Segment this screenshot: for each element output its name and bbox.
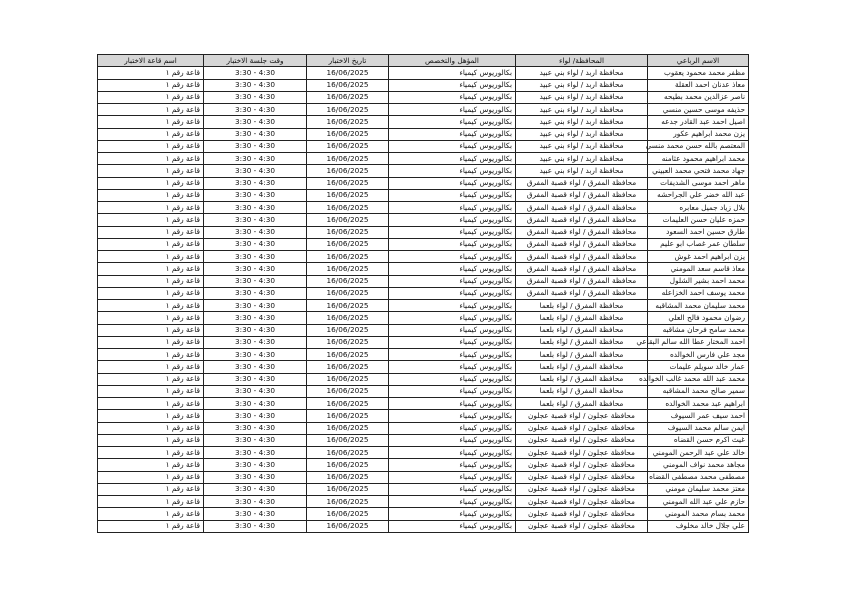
- cell-exam-hall: قاعة رقم ١: [98, 349, 204, 361]
- cell-full-name: بلال زياد جميل معابره: [648, 202, 749, 214]
- cell-governorate: محافظة اربد / لواء بني عبيد: [516, 140, 648, 152]
- table-header-row: [98, 55, 749, 67]
- cell-governorate: محافظة المفرق / لواء قصبة المفرق: [516, 287, 648, 299]
- cell-exam-hall: قاعة رقم ١: [98, 520, 204, 532]
- table-row: [98, 520, 749, 532]
- cell-exam-hall: قاعة رقم ١: [98, 508, 204, 520]
- table-row: [98, 238, 749, 250]
- cell-governorate: محافظة عجلون / لواء قصبة عجلون: [516, 410, 648, 422]
- cell-governorate: محافظة المفرق / لواء قصبة المفرق: [516, 226, 648, 238]
- cell-session-time: 3:30 - 4:30: [204, 434, 307, 446]
- cell-session-time: 3:30 - 4:30: [204, 300, 307, 312]
- cell-full-name: ناصر عزالدين محمد بطيحه: [648, 91, 749, 103]
- cell-exam-date: 16/06/2025: [307, 116, 389, 128]
- cell-full-name: مصطفى محمد مصطفى القضاه: [648, 471, 749, 483]
- cell-exam-date: 16/06/2025: [307, 422, 389, 434]
- cell-exam-hall: قاعة رقم ١: [98, 251, 204, 263]
- cell-exam-hall: قاعة رقم ١: [98, 67, 204, 79]
- header-exam-hall: اسم قاعة الاختبار: [98, 55, 204, 67]
- cell-full-name: مجد علي فارس الخوالده: [648, 349, 749, 361]
- cell-full-name: ماهر احمد موسى الشديفات: [648, 177, 749, 189]
- cell-exam-date: 16/06/2025: [307, 520, 389, 532]
- cell-full-name: المعتصم بالله حسن محمد منسي: [648, 140, 749, 152]
- cell-exam-date: 16/06/2025: [307, 300, 389, 312]
- cell-governorate: محافظة اربد / لواء بني عبيد: [516, 165, 648, 177]
- table-row: [98, 128, 749, 140]
- cell-full-name: ابراهيم عبد محمد الخوالده: [648, 398, 749, 410]
- cell-exam-date: 16/06/2025: [307, 496, 389, 508]
- cell-governorate: محافظة اربد / لواء بني عبيد: [516, 91, 648, 103]
- cell-governorate: محافظة اربد / لواء بني عبيد: [516, 116, 648, 128]
- cell-full-name: سمير صالح محمد المشاقبه: [648, 385, 749, 397]
- table-row: [98, 226, 749, 238]
- cell-governorate: محافظة المفرق / لواء قصبة المفرق: [516, 202, 648, 214]
- table-row: [98, 300, 749, 312]
- cell-full-name: محمد يوسف احمد الخزاعله: [648, 287, 749, 299]
- cell-exam-hall: قاعة رقم ١: [98, 128, 204, 140]
- cell-exam-date: 16/06/2025: [307, 251, 389, 263]
- cell-session-time: 3:30 - 4:30: [204, 140, 307, 152]
- header-session-time: وقت جلسة الاختبار: [204, 55, 307, 67]
- cell-session-time: 3:30 - 4:30: [204, 91, 307, 103]
- cell-full-name: ايمن سالم محمد السيوف: [648, 422, 749, 434]
- cell-governorate: محافظة عجلون / لواء قصبة عجلون: [516, 434, 648, 446]
- cell-exam-date: 16/06/2025: [307, 324, 389, 336]
- cell-qualification: بكالوريوس كيمياء: [389, 275, 516, 287]
- cell-session-time: 3:30 - 4:30: [204, 398, 307, 410]
- table-row: [98, 434, 749, 446]
- cell-full-name: يزن ابراهيم احمد غوش: [648, 251, 749, 263]
- cell-full-name: احمد المختار عطا الله سالم البقاعي: [648, 336, 749, 348]
- cell-exam-hall: قاعة رقم ١: [98, 496, 204, 508]
- cell-exam-hall: قاعة رقم ١: [98, 324, 204, 336]
- cell-qualification: بكالوريوس كيمياء: [389, 116, 516, 128]
- cell-qualification: بكالوريوس كيمياء: [389, 447, 516, 459]
- cell-exam-hall: قاعة رقم ١: [98, 422, 204, 434]
- cell-session-time: 3:30 - 4:30: [204, 189, 307, 201]
- cell-full-name: محمد احمد بشير الشلول: [648, 275, 749, 287]
- cell-exam-hall: قاعة رقم ١: [98, 300, 204, 312]
- cell-exam-hall: قاعة رقم ١: [98, 459, 204, 471]
- table-row: [98, 153, 749, 165]
- cell-full-name: اصيل احمد عبد القادر جدعه: [648, 116, 749, 128]
- cell-full-name: محمد بسام محمد المومني: [648, 508, 749, 520]
- cell-governorate: محافظة عجلون / لواء قصبة عجلون: [516, 483, 648, 495]
- cell-qualification: بكالوريوس كيمياء: [389, 373, 516, 385]
- cell-session-time: 3:30 - 4:30: [204, 287, 307, 299]
- cell-exam-hall: قاعة رقم ١: [98, 287, 204, 299]
- cell-exam-hall: قاعة رقم ١: [98, 165, 204, 177]
- cell-exam-hall: قاعة رقم ١: [98, 483, 204, 495]
- cell-session-time: 3:30 - 4:30: [204, 496, 307, 508]
- cell-qualification: بكالوريوس كيمياء: [389, 251, 516, 263]
- cell-exam-hall: قاعة رقم ١: [98, 410, 204, 422]
- cell-qualification: بكالوريوس كيمياء: [389, 189, 516, 201]
- cell-exam-date: 16/06/2025: [307, 373, 389, 385]
- cell-full-name: خالد علي عبد الرحمن المومني: [648, 447, 749, 459]
- cell-exam-hall: قاعة رقم ١: [98, 177, 204, 189]
- cell-session-time: 3:30 - 4:30: [204, 238, 307, 250]
- table-row: [98, 251, 749, 263]
- cell-exam-date: 16/06/2025: [307, 287, 389, 299]
- cell-qualification: بكالوريوس كيمياء: [389, 422, 516, 434]
- cell-full-name: محمد سامح فرحان مشاقبه: [648, 324, 749, 336]
- cell-qualification: بكالوريوس كيمياء: [389, 128, 516, 140]
- cell-exam-hall: قاعة رقم ١: [98, 336, 204, 348]
- cell-governorate: محافظة المفرق / لواء بلعما: [516, 385, 648, 397]
- cell-qualification: بكالوريوس كيمياء: [389, 140, 516, 152]
- cell-full-name: محمد ابراهيم محمود عثامنه: [648, 153, 749, 165]
- cell-qualification: بكالوريوس كيمياء: [389, 214, 516, 226]
- cell-qualification: بكالوريوس كيمياء: [389, 349, 516, 361]
- cell-full-name: احمد سيف عمر السيوف: [648, 410, 749, 422]
- cell-qualification: بكالوريوس كيمياء: [389, 79, 516, 91]
- cell-qualification: بكالوريوس كيمياء: [389, 91, 516, 103]
- cell-exam-date: 16/06/2025: [307, 447, 389, 459]
- cell-governorate: محافظة اربد / لواء بني عبيد: [516, 104, 648, 116]
- cell-session-time: 3:30 - 4:30: [204, 177, 307, 189]
- cell-full-name: يزن محمد ابراهيم عكور: [648, 128, 749, 140]
- table-row: [98, 79, 749, 91]
- document-page: [97, 54, 748, 533]
- cell-exam-hall: قاعة رقم ١: [98, 263, 204, 275]
- table-row: [98, 459, 749, 471]
- cell-qualification: بكالوريوس كيمياء: [389, 410, 516, 422]
- cell-session-time: 3:30 - 4:30: [204, 275, 307, 287]
- cell-governorate: محافظة المفرق / لواء قصبة المفرق: [516, 214, 648, 226]
- table-row: [98, 483, 749, 495]
- cell-governorate: محافظة المفرق / لواء قصبة المفرق: [516, 177, 648, 189]
- table-row: [98, 471, 749, 483]
- table-row: [98, 508, 749, 520]
- cell-exam-hall: قاعة رقم ١: [98, 312, 204, 324]
- cell-session-time: 3:30 - 4:30: [204, 520, 307, 532]
- table-row: [98, 116, 749, 128]
- cell-qualification: بكالوريوس كيمياء: [389, 202, 516, 214]
- cell-session-time: 3:30 - 4:30: [204, 226, 307, 238]
- cell-session-time: 3:30 - 4:30: [204, 336, 307, 348]
- cell-session-time: 3:30 - 4:30: [204, 373, 307, 385]
- cell-full-name: مظفر محمد محمود يعقوب: [648, 67, 749, 79]
- cell-governorate: محافظة المفرق / لواء بلعما: [516, 300, 648, 312]
- table-row: [98, 177, 749, 189]
- cell-full-name: غيث اكرم حسن القضاه: [648, 434, 749, 446]
- cell-session-time: 3:30 - 4:30: [204, 116, 307, 128]
- exam-schedule-table: [97, 54, 749, 533]
- cell-qualification: بكالوريوس كيمياء: [389, 165, 516, 177]
- cell-exam-hall: قاعة رقم ١: [98, 373, 204, 385]
- cell-full-name: طارق حسين احمد السعود: [648, 226, 749, 238]
- header-exam-date: تاريخ الاختبار: [307, 55, 389, 67]
- table-row: [98, 496, 749, 508]
- cell-exam-hall: قاعة رقم ١: [98, 275, 204, 287]
- table-row: [98, 91, 749, 103]
- cell-governorate: محافظة المفرق / لواء بلعما: [516, 336, 648, 348]
- cell-exam-date: 16/06/2025: [307, 165, 389, 177]
- cell-qualification: بكالوريوس كيمياء: [389, 67, 516, 79]
- table-row: [98, 202, 749, 214]
- table-row: [98, 324, 749, 336]
- cell-session-time: 3:30 - 4:30: [204, 104, 307, 116]
- cell-session-time: 3:30 - 4:30: [204, 385, 307, 397]
- cell-exam-date: 16/06/2025: [307, 483, 389, 495]
- cell-qualification: بكالوريوس كيمياء: [389, 483, 516, 495]
- cell-session-time: 3:30 - 4:30: [204, 79, 307, 91]
- cell-exam-date: 16/06/2025: [307, 275, 389, 287]
- cell-full-name: مجاهد محمد نواف المومني: [648, 459, 749, 471]
- cell-session-time: 3:30 - 4:30: [204, 471, 307, 483]
- cell-exam-date: 16/06/2025: [307, 128, 389, 140]
- table-row: [98, 165, 749, 177]
- cell-governorate: محافظة عجلون / لواء قصبة عجلون: [516, 422, 648, 434]
- table-row: [98, 67, 749, 79]
- cell-session-time: 3:30 - 4:30: [204, 483, 307, 495]
- cell-exam-date: 16/06/2025: [307, 67, 389, 79]
- cell-exam-date: 16/06/2025: [307, 398, 389, 410]
- table-row: [98, 287, 749, 299]
- cell-session-time: 3:30 - 4:30: [204, 263, 307, 275]
- table-row: [98, 398, 749, 410]
- cell-qualification: بكالوريوس كيمياء: [389, 496, 516, 508]
- cell-governorate: محافظة اربد / لواء بني عبيد: [516, 79, 648, 91]
- cell-exam-date: 16/06/2025: [307, 104, 389, 116]
- table-row: [98, 140, 749, 152]
- cell-exam-hall: قاعة رقم ١: [98, 447, 204, 459]
- cell-qualification: بكالوريوس كيمياء: [389, 153, 516, 165]
- cell-session-time: 3:30 - 4:30: [204, 422, 307, 434]
- cell-qualification: بكالوريوس كيمياء: [389, 300, 516, 312]
- cell-qualification: بكالوريوس كيمياء: [389, 324, 516, 336]
- table-row: [98, 410, 749, 422]
- cell-qualification: بكالوريوس كيمياء: [389, 263, 516, 275]
- cell-exam-date: 16/06/2025: [307, 226, 389, 238]
- table-row: [98, 422, 749, 434]
- cell-session-time: 3:30 - 4:30: [204, 251, 307, 263]
- cell-qualification: بكالوريوس كيمياء: [389, 434, 516, 446]
- cell-session-time: 3:30 - 4:30: [204, 410, 307, 422]
- cell-session-time: 3:30 - 4:30: [204, 312, 307, 324]
- cell-governorate: محافظة المفرق / لواء قصبة المفرق: [516, 263, 648, 275]
- cell-governorate: محافظة المفرق / لواء بلعما: [516, 312, 648, 324]
- cell-exam-hall: قاعة رقم ١: [98, 238, 204, 250]
- cell-qualification: بكالوريوس كيمياء: [389, 177, 516, 189]
- cell-exam-date: 16/06/2025: [307, 177, 389, 189]
- cell-qualification: بكالوريوس كيمياء: [389, 238, 516, 250]
- cell-qualification: بكالوريوس كيمياء: [389, 336, 516, 348]
- cell-qualification: بكالوريوس كيمياء: [389, 459, 516, 471]
- cell-full-name: حذيفه موسى حسين منسي: [648, 104, 749, 116]
- cell-full-name: معاذ قاسم سعد المومني: [648, 263, 749, 275]
- cell-exam-date: 16/06/2025: [307, 349, 389, 361]
- cell-exam-hall: قاعة رقم ١: [98, 79, 204, 91]
- cell-session-time: 3:30 - 4:30: [204, 349, 307, 361]
- cell-full-name: عبد الله خضر علي الجراحشه: [648, 189, 749, 201]
- header-qualification: المؤهل والتخصص: [389, 55, 516, 67]
- cell-exam-date: 16/06/2025: [307, 202, 389, 214]
- cell-session-time: 3:30 - 4:30: [204, 202, 307, 214]
- cell-qualification: بكالوريوس كيمياء: [389, 312, 516, 324]
- cell-exam-date: 16/06/2025: [307, 336, 389, 348]
- cell-exam-date: 16/06/2025: [307, 214, 389, 226]
- cell-session-time: 3:30 - 4:30: [204, 508, 307, 520]
- cell-full-name: علي جلال خالد مخلوف: [648, 520, 749, 532]
- cell-exam-date: 16/06/2025: [307, 140, 389, 152]
- table-row: [98, 275, 749, 287]
- cell-qualification: بكالوريوس كيمياء: [389, 471, 516, 483]
- cell-qualification: بكالوريوس كيمياء: [389, 104, 516, 116]
- cell-full-name: معاذ عدنان احمد العقلة: [648, 79, 749, 91]
- cell-session-time: 3:30 - 4:30: [204, 153, 307, 165]
- cell-exam-hall: قاعة رقم ١: [98, 471, 204, 483]
- cell-session-time: 3:30 - 4:30: [204, 214, 307, 226]
- cell-full-name: محمد سليمان محمد المشاقبه: [648, 300, 749, 312]
- table-row: [98, 373, 749, 385]
- cell-exam-hall: قاعة رقم ١: [98, 116, 204, 128]
- cell-full-name: حازم علي عبد الله المومني: [648, 496, 749, 508]
- cell-qualification: بكالوريوس كيمياء: [389, 508, 516, 520]
- cell-governorate: محافظة اربد / لواء بني عبيد: [516, 153, 648, 165]
- cell-governorate: محافظة المفرق / لواء قصبة المفرق: [516, 251, 648, 263]
- cell-exam-date: 16/06/2025: [307, 312, 389, 324]
- cell-full-name: رضوان محمود فالح العلي: [648, 312, 749, 324]
- cell-exam-date: 16/06/2025: [307, 153, 389, 165]
- cell-governorate: محافظة عجلون / لواء قصبة عجلون: [516, 520, 648, 532]
- cell-exam-hall: قاعة رقم ١: [98, 398, 204, 410]
- cell-exam-hall: قاعة رقم ١: [98, 189, 204, 201]
- cell-exam-hall: قاعة رقم ١: [98, 361, 204, 373]
- cell-exam-date: 16/06/2025: [307, 79, 389, 91]
- cell-full-name: عمار خالد سويلم عليمات: [648, 361, 749, 373]
- cell-qualification: بكالوريوس كيمياء: [389, 287, 516, 299]
- cell-governorate: محافظة المفرق / لواء قصبة المفرق: [516, 275, 648, 287]
- table-row: [98, 263, 749, 275]
- cell-full-name: سلطان عمر غصاب ابو عليم: [648, 238, 749, 250]
- cell-session-time: 3:30 - 4:30: [204, 459, 307, 471]
- cell-governorate: محافظة المفرق / لواء بلعما: [516, 373, 648, 385]
- cell-exam-date: 16/06/2025: [307, 385, 389, 397]
- cell-governorate: محافظة عجلون / لواء قصبة عجلون: [516, 447, 648, 459]
- cell-qualification: بكالوريوس كيمياء: [389, 520, 516, 532]
- cell-qualification: بكالوريوس كيمياء: [389, 398, 516, 410]
- cell-exam-hall: قاعة رقم ١: [98, 202, 204, 214]
- cell-full-name: جهاد محمد فتحي محمد العبيني: [648, 165, 749, 177]
- table-row: [98, 312, 749, 324]
- cell-exam-hall: قاعة رقم ١: [98, 214, 204, 226]
- header-full-name: الاسم الرباعي: [648, 55, 749, 67]
- cell-governorate: محافظة المفرق / لواء بلعما: [516, 349, 648, 361]
- cell-exam-date: 16/06/2025: [307, 361, 389, 373]
- table-row: [98, 361, 749, 373]
- table-row: [98, 104, 749, 116]
- cell-governorate: محافظة عجلون / لواء قصبة عجلون: [516, 508, 648, 520]
- cell-full-name: محمد عبد الله محمد غالب الخوالده: [648, 373, 749, 385]
- cell-governorate: محافظة عجلون / لواء قصبة عجلون: [516, 459, 648, 471]
- cell-governorate: محافظة اربد / لواء بني عبيد: [516, 67, 648, 79]
- cell-governorate: محافظة المفرق / لواء بلعما: [516, 398, 648, 410]
- cell-governorate: محافظة المفرق / لواء بلعما: [516, 361, 648, 373]
- cell-exam-date: 16/06/2025: [307, 508, 389, 520]
- cell-exam-hall: قاعة رقم ١: [98, 140, 204, 152]
- table-row: [98, 385, 749, 397]
- cell-exam-date: 16/06/2025: [307, 238, 389, 250]
- table-row: [98, 447, 749, 459]
- cell-governorate: محافظة المفرق / لواء قصبة المفرق: [516, 238, 648, 250]
- cell-qualification: بكالوريوس كيمياء: [389, 361, 516, 373]
- cell-exam-hall: قاعة رقم ١: [98, 226, 204, 238]
- cell-exam-hall: قاعة رقم ١: [98, 91, 204, 103]
- cell-exam-hall: قاعة رقم ١: [98, 434, 204, 446]
- cell-governorate: محافظة اربد / لواء بني عبيد: [516, 128, 648, 140]
- table-body: [98, 67, 749, 533]
- cell-exam-hall: قاعة رقم ١: [98, 385, 204, 397]
- cell-exam-date: 16/06/2025: [307, 410, 389, 422]
- cell-full-name: معتز محمد سليمان مومني: [648, 483, 749, 495]
- cell-governorate: محافظة المفرق / لواء قصبة المفرق: [516, 189, 648, 201]
- cell-exam-date: 16/06/2025: [307, 434, 389, 446]
- table-row: [98, 336, 749, 348]
- header-governorate: المحافظة/ لواء: [516, 55, 648, 67]
- table-row: [98, 349, 749, 361]
- cell-exam-hall: قاعة رقم ١: [98, 104, 204, 116]
- cell-exam-date: 16/06/2025: [307, 189, 389, 201]
- cell-session-time: 3:30 - 4:30: [204, 324, 307, 336]
- cell-session-time: 3:30 - 4:30: [204, 361, 307, 373]
- cell-session-time: 3:30 - 4:30: [204, 447, 307, 459]
- cell-session-time: 3:30 - 4:30: [204, 165, 307, 177]
- cell-exam-date: 16/06/2025: [307, 263, 389, 275]
- cell-session-time: 3:30 - 4:30: [204, 67, 307, 79]
- cell-exam-date: 16/06/2025: [307, 459, 389, 471]
- cell-qualification: بكالوريوس كيمياء: [389, 385, 516, 397]
- cell-governorate: محافظة عجلون / لواء قصبة عجلون: [516, 496, 648, 508]
- table-row: [98, 189, 749, 201]
- cell-full-name: حمزه عليان حسن العليمات: [648, 214, 749, 226]
- cell-governorate: محافظة المفرق / لواء بلعما: [516, 324, 648, 336]
- cell-exam-date: 16/06/2025: [307, 91, 389, 103]
- cell-governorate: محافظة عجلون / لواء قصبة عجلون: [516, 471, 648, 483]
- cell-exam-hall: قاعة رقم ١: [98, 153, 204, 165]
- table-row: [98, 214, 749, 226]
- cell-qualification: بكالوريوس كيمياء: [389, 226, 516, 238]
- cell-session-time: 3:30 - 4:30: [204, 128, 307, 140]
- cell-exam-date: 16/06/2025: [307, 471, 389, 483]
